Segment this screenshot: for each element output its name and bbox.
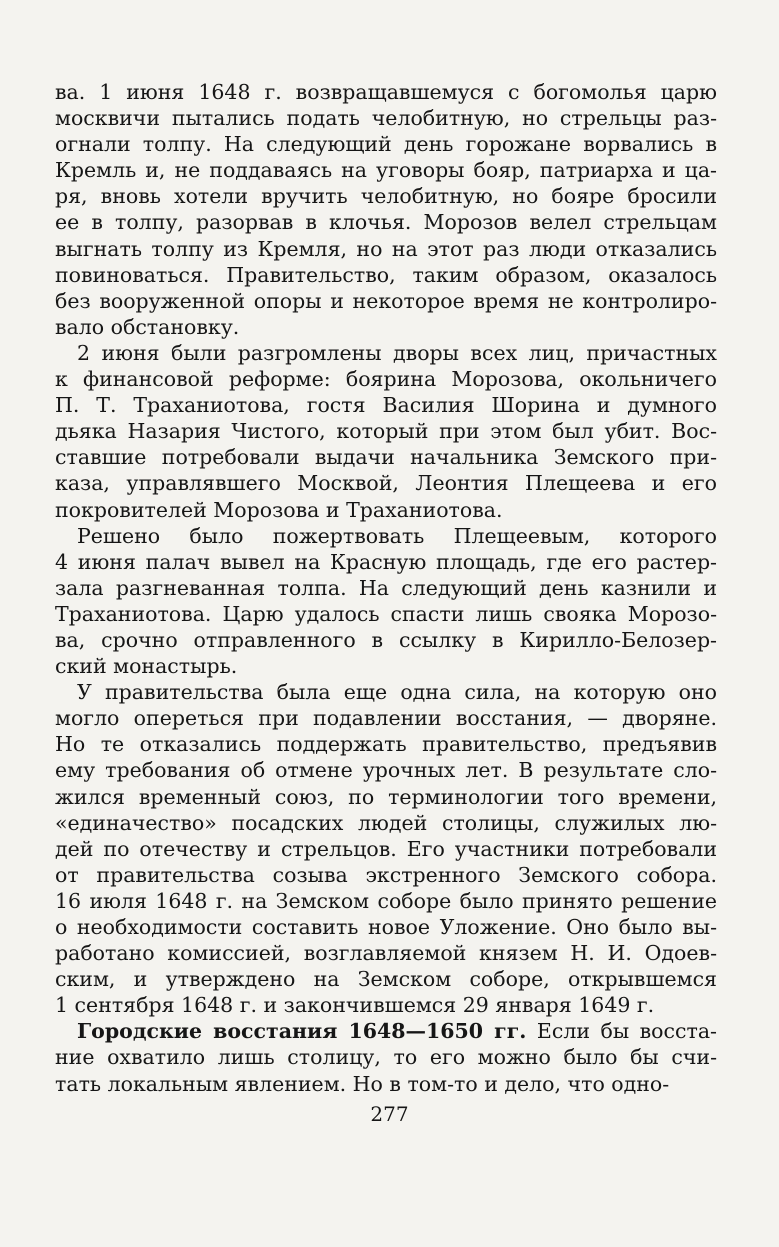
paragraph — [55, 79, 717, 340]
line-text: ние охватило лишь столицу, то его можно было бы счи- — [55, 1045, 717, 1070]
line-text: 1 сентября 1648 г. и закончившемся 29 января 1649 г. — [55, 993, 655, 1018]
text-line — [55, 209, 717, 235]
line-text: Если бы восста- — [526, 1019, 717, 1044]
text-line — [55, 888, 717, 914]
text-line — [55, 784, 717, 810]
text-line — [55, 1018, 717, 1044]
line-text: П. Т. Траханиотова, гостя Василия Шорина и думного — [55, 393, 717, 418]
line-text: к финансовой реформе: боярина Морозова, окольничего — [55, 367, 717, 392]
text-line — [55, 131, 717, 157]
text-line — [55, 288, 717, 314]
line-text: «единачество» посадских людей столицы, служилых лю- — [55, 810, 717, 835]
line-text: тать локальным явлением. Но в том-то и дело, что одно- — [55, 1071, 670, 1096]
text-line — [55, 157, 717, 183]
line-text: ря, вновь хотели вручить челобитную, но бояре бросили — [55, 184, 717, 209]
line-text: ский монастырь. — [55, 654, 238, 679]
line-text: выгнать толпу из Кремля, но на этот раз люди отказались — [55, 236, 717, 261]
paragraph — [55, 340, 717, 523]
line-text: ему требования об отмене урочных лет. В результате сло- — [55, 758, 717, 783]
line-text: жился временный союз, по терминологии того времени, — [55, 784, 717, 809]
line-text: ва, срочно отправленного в ссылку в Кирилло-Белозер- — [55, 627, 717, 652]
line-text: могло опереться при подавлении восстания, — дворяне. — [55, 706, 717, 731]
body-text — [55, 79, 717, 1097]
line-text: Решено было пожертвовать Плещеевым, которого — [77, 523, 717, 548]
paragraph — [55, 523, 717, 680]
line-text: от правительства созыва экстренного Земского собора. — [55, 862, 717, 887]
text-line — [55, 731, 717, 757]
text-line — [55, 105, 717, 131]
text-line — [55, 940, 717, 966]
line-text: Кремль и, не поддаваясь на уговоры бояр, патриарха и ца- — [55, 158, 717, 183]
text-line — [55, 679, 717, 705]
text-line — [55, 262, 717, 288]
paragraph — [55, 679, 717, 1018]
line-text: 16 июля 1648 г. на Земском соборе было принято решение — [55, 888, 717, 913]
text-line — [55, 966, 717, 992]
line-text: огнали толпу. На следующий день горожане ворвались в — [55, 132, 717, 157]
text-line — [55, 601, 717, 627]
line-text: без вооруженной опоры и некоторое время не контролиро- — [55, 288, 717, 313]
line-text: о необходимости составить новое Уложение. Оно было вы- — [55, 915, 717, 939]
line-text: дей по отечеству и стрельцов. Его участники потребовали — [55, 836, 717, 861]
text-line — [55, 653, 717, 679]
line-text: Но те отказались поддержать правительство, предъявив — [55, 732, 717, 757]
text-line — [55, 575, 717, 601]
text-line — [55, 236, 717, 262]
text-line — [55, 497, 717, 523]
line-text: вало обстановку. — [55, 314, 240, 339]
paragraph — [55, 1018, 717, 1096]
line-text: Траханиотова. Царю удалось спасти лишь свояка Морозо- — [55, 601, 717, 626]
text-line — [55, 810, 717, 836]
text-line — [55, 523, 717, 549]
text-line — [55, 757, 717, 783]
text-line — [55, 836, 717, 862]
section-heading: Городские восстания 1648—1650 гг. — [77, 1019, 527, 1044]
line-text: 2 июня были разгромлены дворы всех лиц, причастных — [77, 340, 717, 365]
line-text: У правительства была еще одна сила, на которую оно — [77, 680, 717, 705]
text-line — [55, 366, 717, 392]
page-number: 277 — [370, 1102, 409, 1126]
line-text: ским, и утверждено на Земском соборе, открывшемся — [55, 967, 717, 992]
text-line — [55, 1071, 717, 1097]
line-text: покровителей Морозова и Траханиотова. — [55, 497, 503, 522]
line-text: 4 июня палач вывел на Красную площадь, где его растер- — [55, 549, 717, 574]
line-text: москвичи пытались подать челобитную, но стрельцы раз- — [55, 106, 717, 131]
text-line — [55, 914, 717, 940]
line-text: работано комиссией, возглавляемой князем Н. И. Одоев- — [55, 941, 717, 966]
text-line — [55, 314, 717, 340]
text-line — [55, 705, 717, 731]
text-line — [55, 183, 717, 209]
text-line — [55, 627, 717, 653]
text-line — [55, 1044, 717, 1070]
line-text: ва. 1 июня 1648 г. возвращавшемуся с богомолья царю — [55, 80, 717, 104]
text-line — [55, 444, 717, 470]
text-line — [55, 340, 717, 366]
line-text: ее в толпу, разорвав в клочья. Морозов велел стрельцам — [55, 210, 717, 235]
text-line — [55, 79, 717, 105]
text-line — [55, 992, 717, 1018]
line-text: ставшие потребовали выдачи начальника Земского при- — [55, 445, 717, 470]
line-text: повиноваться. Правительство, таким образом, оказалось — [55, 262, 717, 287]
text-line — [55, 862, 717, 888]
line-text: дьяка Назария Чистого, который при этом был убит. Вос- — [55, 419, 717, 444]
line-text: зала разгневанная толпа. На следующий день казнили и — [55, 575, 717, 600]
text-line — [55, 549, 717, 575]
line-text: каза, управлявшего Москвой, Леонтия Плещеева и его — [55, 471, 717, 496]
text-line — [55, 392, 717, 418]
text-line — [55, 418, 717, 444]
text-line — [55, 470, 717, 496]
